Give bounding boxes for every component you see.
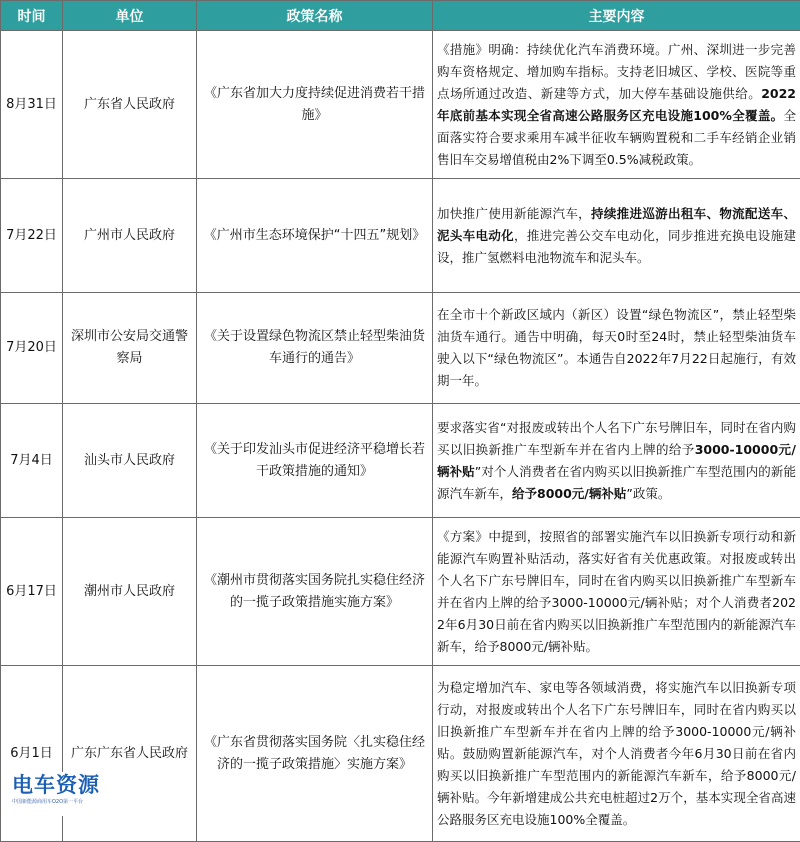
cell-date: 7月22日 bbox=[1, 179, 63, 293]
content-text: 《方案》中提到，按照省的部署实施汽车以旧换新专项行动和新能源汽车购置补贴活动，落实好省有关优惠政策。对报废或转出个人名下广东号牌旧车，同时在省内购买以旧换新推广车型新车并在省内上牌的给予3000-10000元/辆补贴；对个人消费者2022年6月30日前在省内购买以旧换新推广车型范围内的新能源汽车新车，给予8000元/辆补贴。 bbox=[437, 529, 796, 654]
cell-policy: 《广东省加大力度持续促进消费若干措施》 bbox=[197, 31, 433, 179]
cell-policy: 《关于印发汕头市促进经济平稳增长若干政策措施的通知》 bbox=[197, 404, 433, 518]
highlight-text: 给予8000元/辆补贴 bbox=[512, 486, 626, 501]
cell-unit: 汕头市人民政府 bbox=[63, 404, 197, 518]
content-text: 加快推广使用新能源汽车， bbox=[437, 206, 591, 221]
cell-content bbox=[433, 518, 800, 666]
cell-content bbox=[433, 666, 800, 842]
cell-policy: 《潮州市贯彻落实国务院扎实稳住经济的一揽子政策措施实施方案》 bbox=[197, 518, 433, 666]
cell-unit: 潮州市人民政府 bbox=[63, 518, 197, 666]
cell-date: 6月1日 bbox=[1, 666, 63, 842]
table-header-row bbox=[1, 1, 800, 31]
cell-date: 7月20日 bbox=[1, 293, 63, 404]
table-row bbox=[1, 666, 800, 842]
cell-policy: 《广东省贯彻落实国务院〈扎实稳住经济的一揽子政策措施〉实施方案》 bbox=[197, 666, 433, 842]
header-policy: 政策名称 bbox=[197, 1, 433, 31]
cell-policy: 《广州市生态环境保护“十四五”规划》 bbox=[197, 179, 433, 293]
highlight-text: 3000-10000元/辆补贴 bbox=[437, 442, 796, 479]
content-text: 为稳定增加汽车、家电等各领域消费，将实施汽车以旧换新专项行动，对报废或转出个人名下广东号牌旧车，同时在省内购买以旧换新推广车型新车并在省内上牌的给予3000-10000元/辆补贴。鼓励购置新能源汽车，对个人消费者今年6月30日前在省内购买以旧换新推广车型范围内的新能源汽车新车，给予8000元/辆补贴。今年新增建成公共充电桩超过2万个，基本实现全省高速公路服务区充电设施100%全覆盖。 bbox=[437, 680, 796, 827]
content-text: 《措施》明确：持续优化汽车消费环境。广州、深圳进一步完善购车资格规定、增加购车指标。支持老旧城区、学校、医院等重点场所通过改造、新建等方式，加大停车基础设施供给。 bbox=[437, 42, 796, 101]
table-row bbox=[1, 31, 800, 179]
cell-policy: 《关于设置绿色物流区禁止轻型柴油货车通行的通告》 bbox=[197, 293, 433, 404]
cell-content bbox=[433, 293, 800, 404]
highlight-text: 2022年底前基本实现全省高速公路服务区充电设施100%全覆盖。 bbox=[437, 86, 796, 123]
content-text: ”对个人消费者在省内购买以旧换新推广车型范围内的新能源汽车新车， bbox=[437, 464, 796, 501]
highlight-text: 持续推进巡游出租车、物流配送车、泥头车电动化 bbox=[437, 206, 796, 243]
cell-unit: 广州市人民政府 bbox=[63, 179, 197, 293]
content-text: ”政策。 bbox=[626, 486, 670, 501]
cell-content bbox=[433, 179, 800, 293]
cell-unit: 广东省人民政府 bbox=[63, 31, 197, 179]
content-text: ，推进完善公交车电动化，同步推进充换电设施建设，推广氢燃料电池物流车和泥头车。 bbox=[437, 228, 796, 265]
table-row bbox=[1, 179, 800, 293]
table-row bbox=[1, 404, 800, 518]
cell-date: 6月17日 bbox=[1, 518, 63, 666]
header-content: 主要内容 bbox=[433, 1, 800, 31]
logo-text: 电车资源 bbox=[12, 772, 106, 798]
cell-unit: 广东广东省人民政府 bbox=[63, 666, 197, 842]
cell-content bbox=[433, 404, 800, 518]
logo-subtext: 中国新能源商用车O2O第一平台 bbox=[12, 798, 106, 806]
content-text: 在全市十个新政区域内（新区）设置“绿色物流区”，禁止轻型柴油货车通行。通告中明确，每天0时至24时，禁止轻型柴油货车驶入以下“绿色物流区”。本通告自2022年7月22日起施行，有效期一年。 bbox=[437, 307, 796, 388]
table-row bbox=[1, 518, 800, 666]
content-text: 要求落实省“对报废或转出个人名下广东号牌旧车，同时在省内购买以旧换新推广车型新车并在省内上牌的给予 bbox=[437, 420, 796, 457]
cell-date: 7月4日 bbox=[1, 404, 63, 518]
cell-date: 8月31日 bbox=[1, 31, 63, 179]
watermark-logo bbox=[12, 772, 106, 816]
table-row bbox=[1, 293, 800, 404]
header-date: 时间 bbox=[1, 1, 63, 31]
header-unit: 单位 bbox=[63, 1, 197, 31]
content-text: 全面落实符合要求乘用车减半征收车辆购置税和二手车经销企业销售旧车交易增值税由2%下调至0.5%减税政策。 bbox=[437, 108, 796, 167]
cell-content bbox=[433, 31, 800, 179]
cell-unit: 深圳市公安局交通警察局 bbox=[63, 293, 197, 404]
